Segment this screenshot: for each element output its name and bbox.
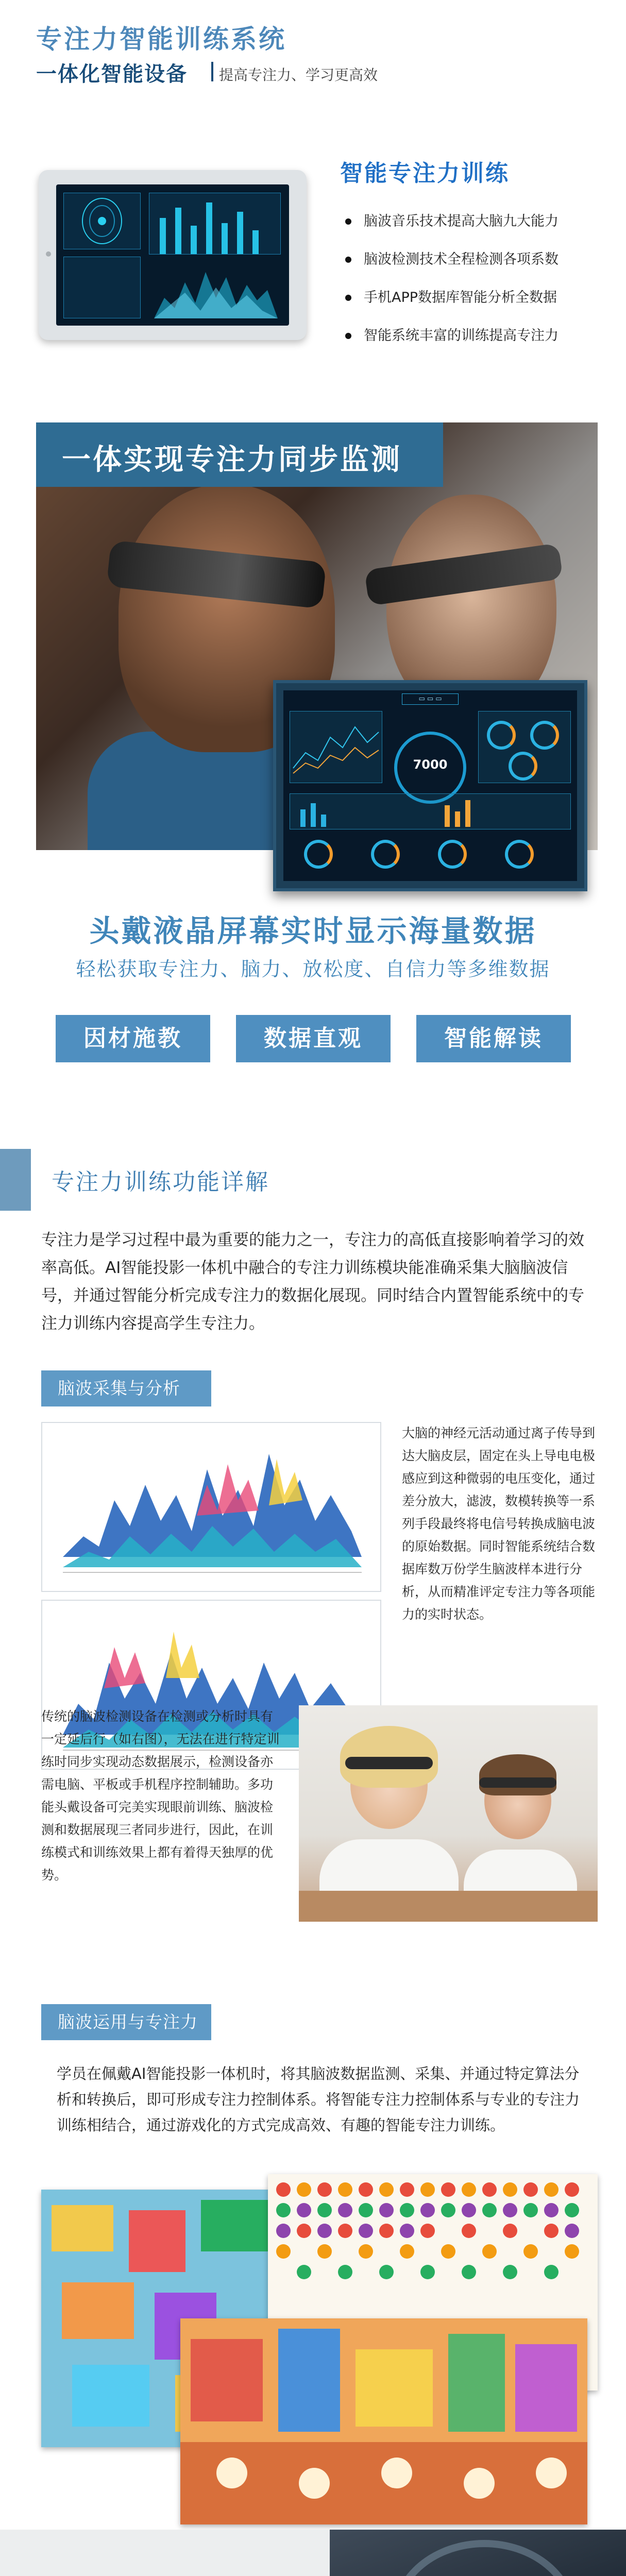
page-subtitle: 一体化智能设备 — [36, 62, 188, 86]
city-scene-graphic — [180, 2318, 587, 2524]
dashboard-panel — [478, 711, 571, 783]
section-marker — [0, 1149, 31, 1211]
headset-band — [479, 1777, 556, 1788]
feature-item: 智能系统丰富的训练提高专注力 — [345, 326, 559, 364]
screen-panel — [149, 193, 281, 255]
label-eeg-attention: 脑波运用与专注力 — [41, 2004, 211, 2040]
line-graphic — [290, 711, 382, 783]
divider — [211, 62, 213, 81]
dashboard-panel — [290, 793, 571, 829]
monitoring-banner — [36, 422, 443, 487]
monitoring-section — [0, 392, 626, 1133]
tablet-screen — [56, 184, 289, 326]
gauge-icon — [304, 840, 333, 869]
dashboard-title-box: ▭ ▭ ▭ — [402, 693, 459, 705]
monitoring-headline: 头戴液晶屏幕实时显示海量数据 — [89, 913, 537, 948]
detail-intro: 专注力是学习过程中最为重要的能力之一，专注力的高低直接影响着学习的效率高低。AI智能投影一体机中融合的专注力训练模块能准确采集大脑脑波信号，并通过智能分析完成专注力的数据化展现。同时结合内置智能系统中的专注力训练内容提高学生专注力。 — [41, 1231, 584, 1333]
feature-item: 手机APP数据库智能分析全数据 — [345, 287, 559, 326]
screen-bar — [222, 223, 228, 254]
center-value: 7000 — [413, 757, 448, 772]
screen-bar — [206, 202, 212, 254]
window-arch — [392, 2540, 577, 2576]
wave-graphic — [154, 262, 278, 318]
tagline: 提高专注力、学习更高效 — [219, 66, 378, 83]
screen-bar — [252, 230, 259, 254]
tag-intuitive-data: 数据直观 — [236, 1015, 391, 1062]
head-scan-graphic — [64, 193, 140, 249]
detail-section — [0, 1133, 626, 2576]
monitoring-banner-text: 一体实现专注力同步监测 — [62, 443, 402, 477]
feature-item: 脑波音乐技术提高大脑九大能力 — [345, 211, 559, 249]
girl-headset-photo — [330, 2530, 626, 2576]
eeg-attention-text: 学员在佩戴AI智能投影一体机时，将其脑波数据监测、采集、并通过特定算法分析和转换后，即可形成专注力控制体系。将智能专注力控制体系与专业的专注力训练相结合，通过游戏化的方式完成高效、有趣的智能专注力训练。 — [57, 2065, 580, 2134]
screen-panel — [63, 193, 141, 249]
training-games-images — [41, 2174, 598, 2524]
screen-bar — [175, 208, 181, 254]
gauge-icon — [371, 840, 400, 869]
tablet-device-image — [39, 170, 307, 340]
dashboard — [283, 690, 577, 881]
gauge-icon — [505, 840, 534, 869]
desk — [299, 1891, 598, 1922]
features-list — [345, 211, 559, 364]
detail-title: 专注力训练功能详解 — [52, 1169, 269, 1195]
eeg-3d-chart — [41, 1422, 381, 1592]
eeg-device-text: 传统的脑波检测设备在检测或分析时具有一定延后行（如右图），无法在进行特定训练时同步实现动态数据展示，检测设备亦需电脑、平板或手机程序控制辅助。多功能头戴设备可完美实现眼前训练、脑波检测和数据展现三者同步进行，因此，在训练模式和训练效果上都有着得天独厚的优势。 — [41, 1709, 280, 1883]
game-screenshot — [180, 2318, 587, 2524]
monitoring-subline: 轻松获取专注力、脑力、放松度、自信力等多维数据 — [76, 958, 550, 980]
screen-bar — [160, 218, 166, 254]
monitor-screen-image — [273, 680, 587, 891]
label-eeg-collection: 脑波采集与分析 — [41, 1370, 211, 1406]
page-title: 专注力智能训练系统 — [36, 24, 286, 54]
tag-smart-analysis: 智能解读 — [416, 1015, 571, 1062]
tag-individualized: 因材施教 — [56, 1015, 210, 1062]
screen-bar — [191, 226, 197, 254]
child-hair — [479, 1754, 556, 1795]
bars-graphic — [290, 794, 570, 829]
headset-band — [345, 1757, 433, 1769]
dashboard-panel — [290, 711, 382, 783]
center-gauge — [394, 732, 466, 804]
gauge-icon — [438, 840, 467, 869]
feature-item: 脑波检测技术全程检测各项系数 — [345, 249, 559, 287]
gauge-icon — [487, 721, 516, 750]
eeg-collection-text: 大脑的神经元活动通过离子传导到达大脑皮层，固定在头上导电电极感应到这种微弱的电压变化，通过差分放大，滤波，数模转换等一系列手段最终将电信号转换成脑电波的原始数据。同时智能系统结合数据库数万份学生脑波样本进行分析，从而精准评定专注力等各项能力的实时状态。 — [402, 1426, 596, 1622]
eeg-waveform-graphic — [42, 1423, 380, 1591]
kids-headset-photo — [299, 1705, 598, 1922]
tablet-camera — [46, 251, 51, 257]
gauge-icon — [530, 721, 559, 750]
screen-panel — [63, 257, 141, 318]
screen-bar — [237, 212, 243, 254]
header-section — [0, 0, 626, 392]
gauge-icon — [509, 752, 537, 781]
features-title: 智能专注力训练 — [340, 160, 510, 187]
